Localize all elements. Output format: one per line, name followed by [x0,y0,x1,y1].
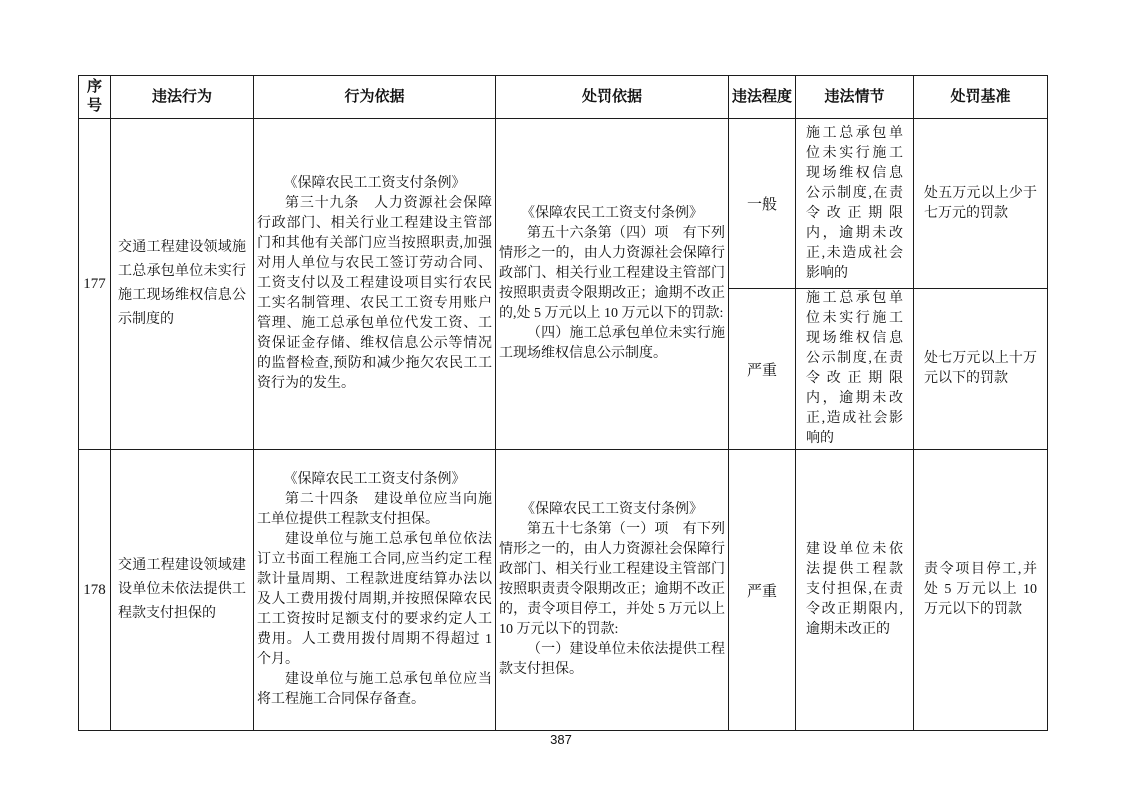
circumstance-cell: 施工总承包单位未实行施工现场维权信息公示制度,在责令改正期限内，逾期未改正,未造成社会影响的 [796,119,914,289]
serial-number-cell: 178 [79,450,111,731]
law-paragraph: （四）施工总承包单位未实行施工现场维权信息公示制度。 [499,326,725,361]
law-paragraph: （一）建设单位未依法提供工程款支付担保。 [499,642,725,677]
table-row-178 [79,450,1048,731]
table-header-row [79,76,1048,119]
header-penalty-basis: 处罚依据 [496,76,729,119]
header-degree: 违法程度 [729,76,796,119]
violation-cell: 交通工程建设领域施工总承包单位未实行施工现场维权信息公示制度的 [111,119,254,450]
penalty-basis-cell [496,119,729,450]
page-number: 387 [550,732,572,747]
law-paragraph: 建设单位与施工总承包单位依法订立书面工程施工合同,应当约定工程款计量周期、工程款进度结算办法以及人工费用拨付周期,并按照保障农民工工资按时足额支付的要求约定人工费用。人工费用拨付周期不得超过 1 个月。 [257,532,492,667]
circumstance-cell: 施工总承包单位未实行施工现场维权信息公示制度,在责令改正期限内，逾期未改正,造成社会影响的 [796,289,914,450]
law-paragraph: 第五十六条第（四）项 有下列情形之一的，由人力资源社会保障行政部门、相关行业工程建设主管部门按照职责责令限期改正；逾期不改正的,处 5 万元以上 10 万元以下的罚款: [499,226,725,321]
header-behavior-basis: 行为依据 [254,76,496,119]
degree-cell: 一般 [729,119,796,289]
serial-number-cell: 177 [79,119,111,450]
benchmark-cell: 处七万元以上十万元以下的罚款 [914,289,1048,450]
header-serial: 序号 [79,76,111,119]
law-title: 《保障农民工工资支付条例》 [521,206,703,221]
behavior-basis-cell [254,119,496,450]
law-paragraph: 第三十九条 人力资源社会保障行政部门、相关行业工程建设主管部门和其他有关部门应当按照职责,加强对用人单位与农民工签订劳动合同、工资支付以及工程建设项目实行农民工实名制管理、农民工工资专用账户管理、施工总承包单位代发工资、工资保证金存储、维权信息公示等情况的监督检查,预防和减少拖欠农民工工资行为的发生。 [257,196,492,391]
header-benchmark: 处罚基准 [914,76,1048,119]
table-row-177-general [79,119,1048,289]
law-title: 《保障农民工工资支付条例》 [283,176,466,191]
header-circumstance: 违法情节 [796,76,914,119]
degree-cell: 严重 [729,450,796,731]
law-paragraph: 第五十七条第（一）项 有下列情形之一的，由人力资源社会保障行政部门、相关行业工程建设主管部门按照职责责令限期改正；逾期不改正的，责令项目停工，并处 5 万元以上 10 万元以下的罚款: [499,522,725,637]
law-paragraph: 第二十四条 建设单位应当向施工单位提供工程款支付担保。 [257,492,492,527]
penalty-standards-table [78,75,1048,731]
header-violation: 违法行为 [111,76,254,119]
law-title: 《保障农民工工资支付条例》 [521,502,703,517]
violation-cell: 交通工程建设领域建设单位未依法提供工程款支付担保的 [111,450,254,731]
behavior-basis-cell [254,450,496,731]
law-title: 《保障农民工工资支付条例》 [283,472,466,487]
benchmark-cell: 处五万元以上少于七万元的罚款 [914,119,1048,289]
benchmark-cell: 责令项目停工,并处 5 万元以上 10 万元以下的罚款 [914,450,1048,731]
circumstance-cell: 建设单位未依法提供工程款支付担保,在责令改正期限内,逾期未改正的 [796,450,914,731]
penalty-basis-cell [496,450,729,731]
degree-cell: 严重 [729,289,796,450]
law-paragraph: 建设单位与施工总承包单位应当将工程施工合同保存备查。 [257,672,492,707]
